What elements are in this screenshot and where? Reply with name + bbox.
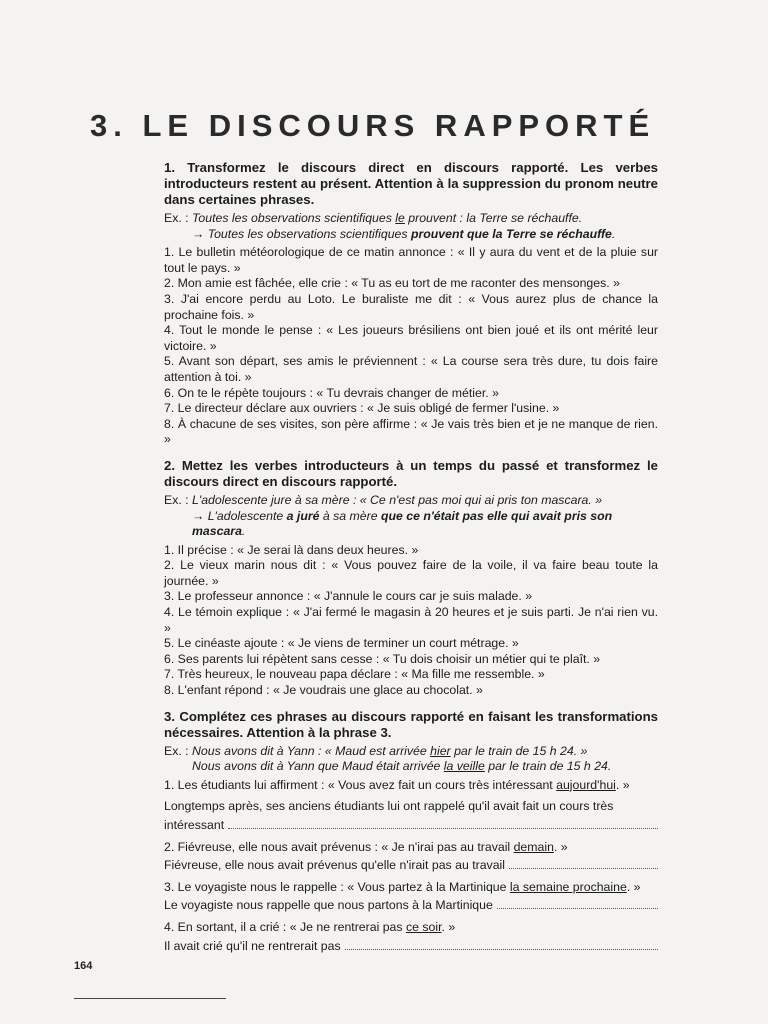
list-item: 6. Ses parents lui répètent sans cesse : « Tu dois choisir un métier qui te plaît. » (164, 651, 601, 666)
list-item: 7. Très heureux, le nouveau papa déclare : « Ma fille me ressemble. » (164, 667, 545, 682)
exercise-2-list (164, 543, 658, 699)
page-number: 164 (74, 960, 93, 972)
list-item: 3. J'ai encore perdu au Loto. Le buraliste me dit : « Vous aurez plus de chance la prochaine fois. » (164, 291, 658, 322)
exercise-2-example: Ex. : L'adolescente jure à sa mère : « Ce n'est pas moi qui ai pris ton mascara. » → L'adolescente a juré à sa mère que ce n'était pas elle qui avait pris son mascara. (164, 492, 613, 539)
page-title: 3. LE DISCOURS RAPPORTÉ (90, 108, 656, 143)
list-item: 4. Tout le monde le pense : « Les joueurs brésiliens ont bien joué et ils ont mérité leur victoire. » (164, 323, 658, 353)
answer-blank[interactable]: Fiévreuse, elle nous avait prévenus qu'elle n'irait pas au travail (164, 858, 658, 874)
footer-divider (74, 998, 226, 999)
exercise-3-example: Ex. : Nous avons dit à Yann : « Maud est arrivée hier par le train de 15 h 24. » Nous avons dit à Yann que Maud était arrivée la veille par le train de 15 h 24. (164, 743, 612, 774)
exercise-2 (164, 458, 658, 699)
exercise-1-heading: 1. Transformez le discours direct en discours rapporté. Les verbes introducteurs restent au présent. Attention à la suppression du pronom neutre dans certaines phrases. (164, 160, 658, 207)
example-label: Ex. : (164, 211, 189, 225)
list-item: 1. Les étudiants lui affirment : « Vous avez fait un cours très intéressant aujourd'hui. » Longtemps après, ses anciens étudiants lui ont rappelé qu'il avait fait un cours très intéressant (164, 778, 658, 834)
list-item: 2. Mon amie est fâchée, elle crie : « Tu as eu tort de me raconter des mensonges. » (164, 276, 620, 291)
list-item: 3. Le professeur annonce : « J'annule le cours car je suis malade. » (164, 589, 533, 604)
exercise-content (164, 160, 658, 964)
example-label: Ex. : (164, 743, 189, 758)
list-item: 5. Le cinéaste ajoute : « Je viens de terminer un court métrage. » (164, 636, 519, 651)
list-item: 2. Fiévreuse, elle nous avait prévenus : « Je n'irai pas au travail demain. » Fiévreuse, elle nous avait prévenus qu'elle n'irait pas au travail (164, 840, 658, 874)
exercise-1-example: Ex. : Toutes les observations scientifiques le prouvent : la Terre se réchauffe. → Toutes les observations scientifiques prouvent que la Terre se réchauffe. (164, 211, 616, 241)
list-item: 4. Le témoin explique : « J'ai fermé le magasin à 20 heures et je suis parti. Je n'ai rien vu. » (164, 605, 658, 635)
list-item: 7. Le directeur déclare aux ouvriers : « Je suis obligé de fermer l'usine. » (164, 401, 560, 416)
answer-blank[interactable]: intéressant (164, 818, 658, 834)
list-item: 5. Avant son départ, ses amis le préviennent : « La course sera très dure, tu dois faire attention à toi. » (164, 354, 658, 384)
list-item: 2. Le vieux marin nous dit : « Vous pouvez faire de la voile, il va faire beau toute la journée. » (164, 558, 658, 588)
list-item: 4. En sortant, il a crié : « Je ne rentrerai pas ce soir. » Il avait crié qu'il ne rentrerait pas (164, 920, 658, 954)
exercise-3-list (164, 778, 658, 954)
exercise-1 (164, 160, 658, 448)
list-item: 3. Le voyagiste nous le rappelle : « Vous partez à la Martinique la semaine prochaine. » Le voyagiste nous rappelle que nous partons à la Martinique (164, 880, 658, 914)
list-item: 1. Le bulletin météorologique de ce matin annonce : « Il y aura du vent et de la pluie sur tout le pays. » (164, 245, 658, 275)
exercise-2-heading: 2. Mettez les verbes introducteurs à un temps du passé et transformez le discours direct en discours rapporté. (164, 457, 658, 489)
list-item: 8. L'enfant répond : « Je voudrais une glace au chocolat. » (164, 683, 483, 698)
answer-blank[interactable]: Il avait crié qu'il ne rentrerait pas (164, 939, 658, 955)
exercise-1-list (164, 245, 658, 448)
example-label: Ex. : (164, 492, 189, 507)
exercise-3-heading: 3. Complétez ces phrases au discours rapporté en faisant les transformations nécessaires. Attention à la phrase 3. (164, 708, 658, 740)
list-item: 6. On te le répète toujours : « Tu devrais changer de métier. » (164, 385, 499, 400)
exercise-3 (164, 709, 658, 955)
list-item: 1. Il précise : « Je serai là dans deux heures. » (164, 542, 419, 557)
list-item: 8. À chacune de ses visites, son père affirme : « Je vais très bien et je ne manque de rien. » (164, 416, 658, 447)
answer-blank[interactable]: Le voyagiste nous rappelle que nous partons à la Martinique (164, 898, 658, 914)
